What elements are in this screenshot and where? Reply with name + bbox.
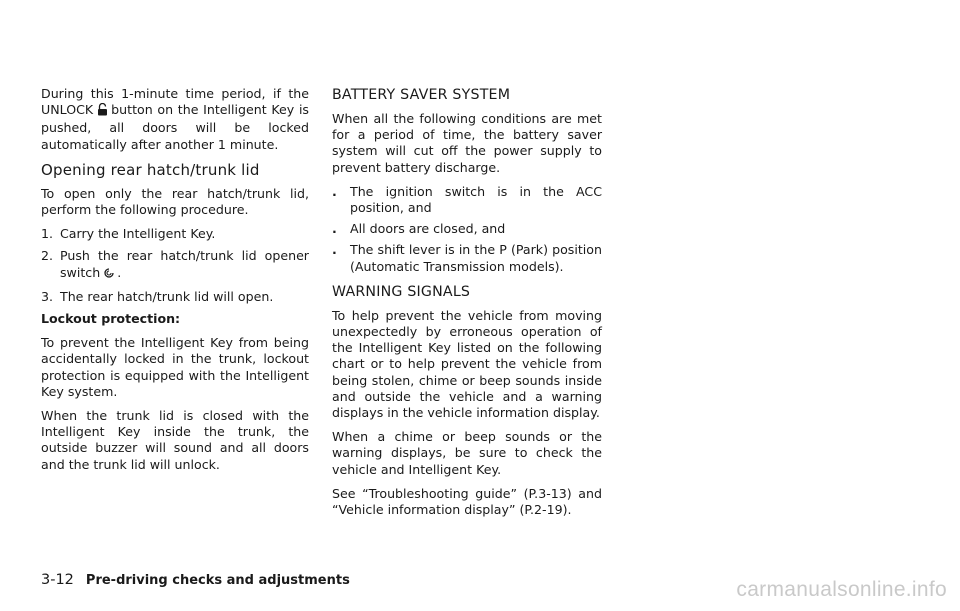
left-column: [41, 86, 309, 481]
conditions-list: [332, 184, 602, 275]
trunk-opener-icon: [104, 267, 114, 283]
bullet-icon: .: [332, 242, 337, 258]
lockout-paragraph-1: To prevent the Intelligent Key from being accidentally locked in the trunk, lockout protection is equipped with the Intelligent Key system.: [41, 335, 309, 399]
section-title: Pre-driving checks and adjustments: [85, 573, 350, 588]
list-item: . The ignition switch is in the ACC position, and: [332, 183, 602, 216]
intro-paragraph: During this 1-minute time period, if the UNLOCK button on the Intelligent Key is pushed, all doors will be locked automatically after another 1 minute.: [41, 86, 309, 152]
opening-intro: To open only the rear hatch/trunk lid, perform the following procedure.: [41, 185, 309, 218]
steps-list: [41, 226, 309, 305]
bullet-icon: .: [332, 183, 337, 199]
lockout-paragraph-2: When the trunk lid is closed with the Intelligent Key inside the trunk, the outside buzzer will sound and all doors and the trunk lid will unlock.: [41, 408, 309, 472]
bullet-icon: .: [332, 221, 337, 237]
list-item: . The shift lever is in the P (Park) position (Automatic Transmission models).: [332, 242, 602, 274]
heading-warning-signals: WARNING SIGNALS: [332, 283, 471, 300]
lockout-protection-label: Lockout protection:: [41, 311, 181, 327]
heading-opening-rear-hatch: Opening rear hatch/trunk lid: [41, 160, 260, 179]
list-item: 1. Carry the Intelligent Key.: [41, 226, 216, 242]
warning-paragraph-1: To help prevent the vehicle from moving unexpectedly by erroneous operation of the Intelligent Key listed on the following chart or to help prevent the vehicle from being stolen, chime or beep sounds inside and outside the vehicle and a warning displays in the vehicle information display.: [332, 307, 602, 421]
list-item: 2. Push the rear hatch/trunk lid opener switch .: [41, 248, 309, 282]
right-column: [332, 86, 602, 526]
warning-paragraph-3: See “Troubleshooting guide” (P.3-13) and “Vehicle information display” (P.2-19).: [332, 485, 602, 518]
heading-battery-saver: BATTERY SAVER SYSTEM: [332, 87, 511, 103]
battery-intro: When all the following conditions are met for a period of time, the battery saver system will cut off the power supply to prevent battery discharge.: [332, 111, 602, 175]
warning-paragraph-2: When a chime or beep sounds or the warning displays, be sure to check the vehicle and Intelligent Key.: [332, 429, 602, 477]
page-number: 3-12: [41, 572, 74, 588]
list-item: . All doors are closed, and: [332, 221, 506, 237]
page-footer: [41, 572, 350, 588]
list-item: 3. The rear hatch/trunk lid will open.: [41, 288, 274, 304]
watermark: carmanualsonline.info: [736, 578, 947, 601]
unlock-icon: [97, 103, 108, 120]
